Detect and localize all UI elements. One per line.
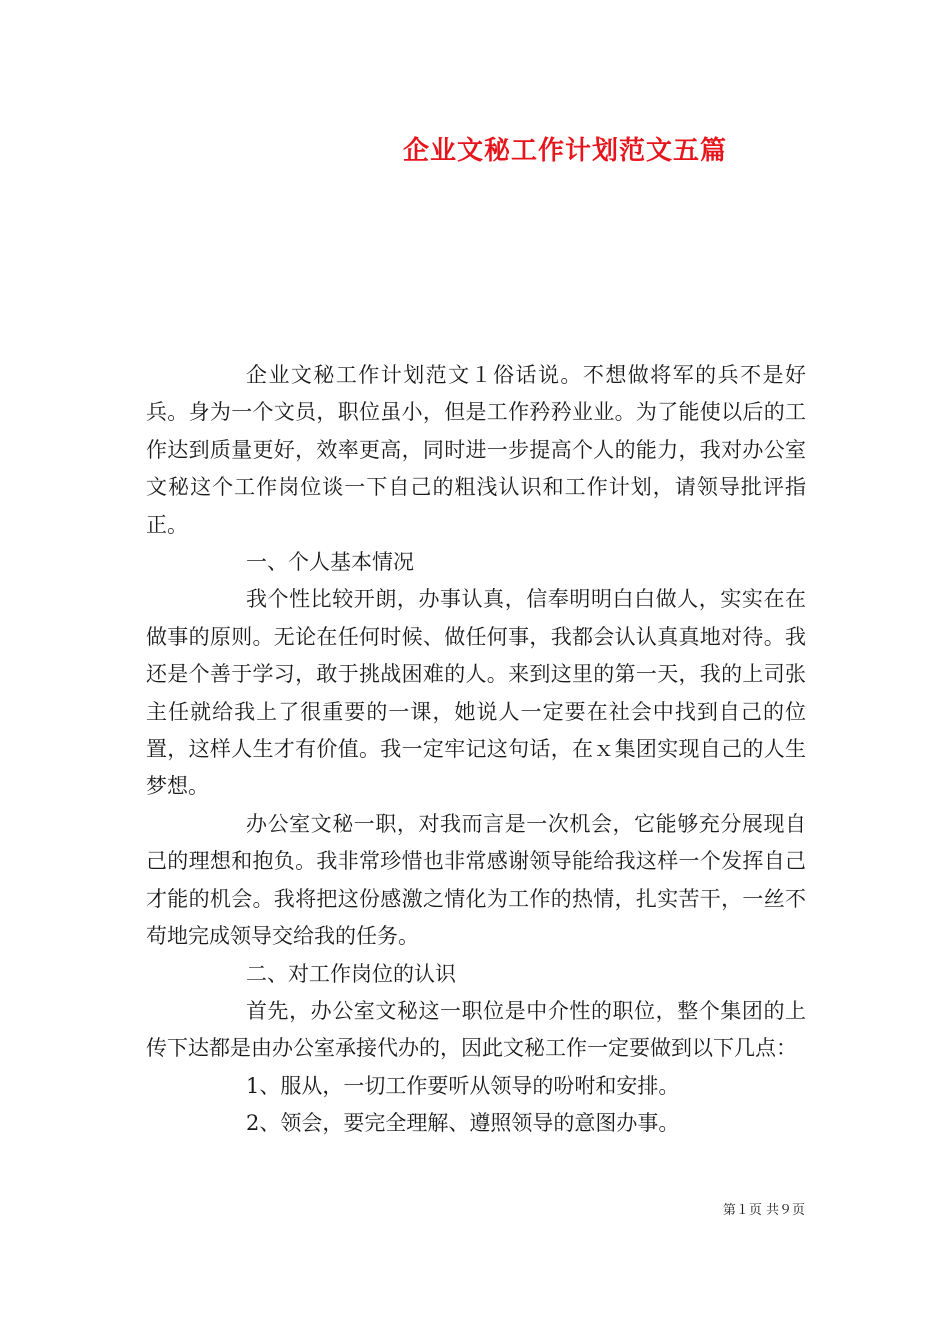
paragraph-position-role: 首先，办公室文秘这一职位是中介性的职位，整个集团的上传下达都是由办公室承接代办的，因此文秘工作一定要做到以下几点： xyxy=(146,998,806,1061)
document-title: 企业文秘工作计划范文五篇 xyxy=(402,136,727,166)
heading-section-1: 一、个人基本情况 xyxy=(246,550,414,575)
heading-section-2: 二、对工作岗位的认识 xyxy=(246,961,456,986)
page-number: 第１页 共９页 xyxy=(722,1203,805,1218)
document-body xyxy=(146,357,806,1143)
paragraph-personal-info: 我个性比较开朗，办事认真，信奉明明白白做人，实实在在做事的原则。无论在任何时候、做任何事，我都会认认真真地对待。我还是个善于学习，敢于挑战困难的人。来到这里的第一天，我的上司张主任就给我上了很重要的一课，她说人一定要在社会中找到自己的位置，这样人生才有价值。我一定牢记这句话，在ｘ集团实现自己的人生梦想。 xyxy=(146,587,806,799)
paragraph-opportunity: 办公室文秘一职，对我而言是一次机会，它能够充分展现自己的理想和抱负。我非常珍惜也非常感谢领导能给我这样一个发挥自己才能的机会。我将把这份感激之情化为工作的热情，扎实苦干，一丝不苟地完成领导交给我的任务。 xyxy=(146,811,806,949)
paragraph-intro: 企业文秘工作计划范文１俗话说。不想做将军的兵不是好兵。身为一个文员，职位虽小，但是工作矜矜业业。为了能使以后的工作达到质量更好，效率更高，同时进一步提高个人的能力，我对办公室文秘这个工作岗位谈一下自己的粗浅认识和工作计划，请领导批评指正。 xyxy=(146,363,806,537)
list-item-understand: 2、领会，要完全理解、遵照领导的意图办事。 xyxy=(246,1111,680,1136)
list-item-obey: 1、服从，一切工作要听从领导的吩咐和安排。 xyxy=(246,1073,680,1098)
